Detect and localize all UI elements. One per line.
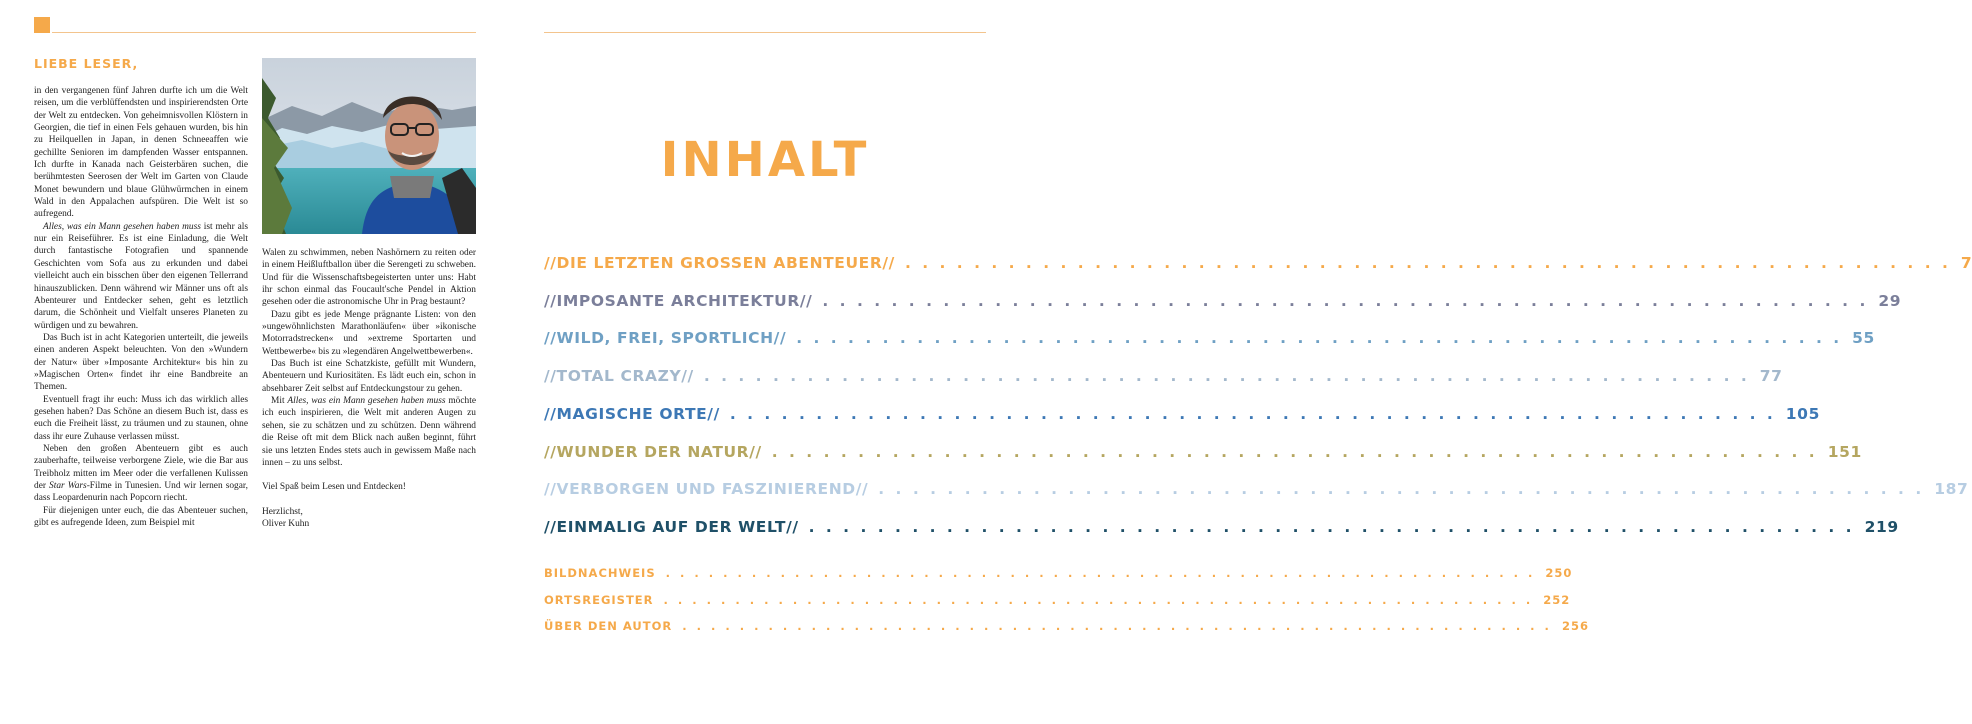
toc-appendix-entry [544,566,1573,580]
toc-chapter-label: //DIE LETZTEN GROSSEN ABENTEUER// [544,254,895,272]
toc-chapter-entry [544,291,1902,310]
header-rule [544,32,986,33]
toc-leader-dots: . . . . . . . . . . . . . . . . . . . . . . . . . . . . . . . . . . . . . . . . . . . . . . . . . . . . . . . . . . . . . [665,566,1536,580]
toc-page-number: 7 [1960,254,1972,272]
signature-name: Oliver Kuhn [262,518,310,529]
toc-chapter-label: //WUNDER DER NATUR// [544,442,762,461]
toc-appendix-label: ORTSREGISTER [544,592,654,607]
text-column-right [262,247,476,530]
toc-chapter-entry [544,367,1783,386]
toc-leader-dots: . . . . . . . . . . . . . . . . . . . . . . . . . . . . . . . . . . . . . . . . . . . . . . . . . . . . . . . . . . . . . [822,291,1869,310]
book-title: Alles, was ein Mann gesehen haben muss [43,221,201,232]
paragraph: Mit Alles, was ein Mann gesehen haben muss möchte ich euch inspirieren, die Welt mit anderen Augen zu sehen, sie zu schätzen und zu schützen. Denn während die Reise oft mit dem Blick nach außen beginnt, führt sie uns letzten Endes stets auch in gewissem Maße nach innen – zu uns selbst. [262,396,476,468]
toc-leader-dots: . . . . . . . . . . . . . . . . . . . . . . . . . . . . . . . . . . . . . . . . . . . . . . . . . . . . . . . . . . . . . [904,254,1951,272]
paragraph: Alles, was ein Mann gesehen haben muss ist mehr als nur ein Reiseführer. Es ist eine Einladung, die Welt durch fantastische Fotografien und spannende Geschichten vom Sofa aus zu erkunden und dabei vielleicht auch ein bisschen über den eigenen Tellerrand hinauszublicken. Denn während wir Männer uns oft als Abenteurer und Entdecker sehen, geht es letztlich darum, die Schönheit und Vielfalt unseres Planeten zu würdigen und zu bewahren. [34,221,248,331]
toc-title: INHALT [660,132,870,188]
toc-page-number: 250 [1545,566,1573,580]
toc-page-number: 252 [1543,592,1571,607]
toc-leader-dots: . . . . . . . . . . . . . . . . . . . . . . . . . . . . . . . . . . . . . . . . . . . . . . . . . . . . . . . . . . . . . [663,592,1534,607]
toc-leader-dots: . . . . . . . . . . . . . . . . . . . . . . . . . . . . . . . . . . . . . . . . . . . . . . . . . . . . . . . . . . . . . [796,329,1843,348]
text-column-left [34,85,248,529]
toc-appendix-label: ÜBER DEN AUTOR [544,619,673,633]
toc-appendix-entry [544,592,1571,607]
toc-page-number: 219 [1864,517,1899,536]
paragraph: in den vergangenen fünf Jahren durfte ich um die Welt reisen, um die verblüffendsten und inspirierendsten Orte der Welt zu entdecken. Von geheimnisvollen Klöstern in Georgien, die tief in einen Fels gehauen wurden, bis hin zu Heilquellen in Japan, in denen Schneeaffen wie gechillte Senioren im dampfenden Wasser entspannen. Ich durfte in Kanada nach Geisterbären suchen, die berühmtesten Seerosen der Welt im Garten von Claude Monet bewundern und blaue Glühwürmchen in einem Wald in den Appalachen aufspüren. Die Welt ist so aufregend. [34,86,248,220]
signature-greeting: Herzlichst, [262,506,303,517]
toc-appendix-label: BILDNACHWEIS [544,566,656,580]
toc-chapter-label: //WILD, FREI, SPORTLICH// [544,329,787,348]
toc-chapter-entry [544,329,1875,348]
book-title: Alles, was ein Mann gesehen haben muss [287,396,446,407]
toc-chapter-entry [544,517,1899,536]
header-rule [52,32,476,33]
toc-chapter-entry [544,480,1969,499]
toc-appendix-entry [544,619,1589,633]
toc-leader-dots: . . . . . . . . . . . . . . . . . . . . . . . . . . . . . . . . . . . . . . . . . . . . . . . . . . . . . . . . . . . . . [729,404,1776,423]
left-page [0,0,510,724]
closing-line: Viel Spaß beim Lesen und Entdecken! [262,482,406,493]
toc-page-number: 256 [1561,619,1589,633]
paragraph: Eventuell fragt ihr euch: Muss ich das wirklich alles gesehen haben? Das Schöne an diesem Buch ist, dass es euch die Freiheit lässt, zu träumen und zu staunen, ohne dass ihr eure Zuhause verlassen müsst. [34,394,248,442]
toc-page-number: 105 [1785,404,1820,423]
film-title: Star Wars [49,481,87,491]
paragraph: Walen zu schwimmen, neben Nashörnern zu reiten oder in einem Heißluftballon über die Serengeti zu schweben. Und für die Wissenschaftsbegeisterten unter uns: Habt ihr schon einmal das Foucault'sche Pendel in Aktion gesehen oder die astronomische Uhr in Prag bestaunt? [262,248,476,308]
toc-chapter-label: //VERBORGEN UND FASZINIEREND// [544,480,869,499]
toc-chapter-label: //IMPOSANTE ARCHITEKTUR// [544,291,813,310]
toc-page-number: 187 [1934,480,1969,499]
toc-leader-dots: . . . . . . . . . . . . . . . . . . . . . . . . . . . . . . . . . . . . . . . . . . . . . . . . . . . . . . . . . . . . . [808,517,1855,536]
paragraph: Für diejenigen unter euch, die das Abenteuer suchen, gibt es aufregende Ideen, zum Beispiel mit [34,505,248,529]
toc-chapter-label: //TOTAL CRAZY// [544,367,694,386]
toc-chapter-label: //EINMALIG AUF DER WELT// [544,517,799,536]
toc-leader-dots: . . . . . . . . . . . . . . . . . . . . . . . . . . . . . . . . . . . . . . . . . . . . . . . . . . . . . . . . . . . . . [682,619,1552,633]
toc-leader-dots: . . . . . . . . . . . . . . . . . . . . . . . . . . . . . . . . . . . . . . . . . . . . . . . . . . . . . . . . . . . . . [878,480,1925,499]
paragraph: Dazu gibt es jede Menge prägnante Listen: von den »ungewöhnlichsten Marathonläufen« über »ikonische Motorradstrecken« und »extreme Sportarten und Wettbewerbe« bis zu »legendären Angelwettbewerben«. [262,309,476,357]
right-page [510,0,1972,724]
author-photo [262,58,476,234]
toc-chapter-entry [544,254,1972,272]
paragraph: Das Buch ist eine Schatzkiste, gefüllt mit Wundern, Abenteuern und Kuriositäten. Es lädt euch ein, schon in absehbarer Zeit selbst auf Entdeckungstour zu gehen. [262,359,476,394]
toc-page-number: 55 [1852,329,1875,348]
toc-leader-dots: . . . . . . . . . . . . . . . . . . . . . . . . . . . . . . . . . . . . . . . . . . . . . . . . . . . . . . . . . . . . . [703,367,1750,386]
paragraph: Neben den großen Abenteuern gibt es auch zauberhafte, teilweise verborgene Ziele, wie die Bar aus Treibholz mitten im Meer oder die verfallenen Kulissen der Star Wars-Filme in Tunesien. Und wir lernen sogar, dass Leopardenurin nach Popcorn riecht. [34,443,248,504]
toc-chapter-entry [544,442,1862,461]
salutation-heading: LIEBE LESER, [34,56,139,71]
toc-leader-dots: . . . . . . . . . . . . . . . . . . . . . . . . . . . . . . . . . . . . . . . . . . . . . . . . . . . . . . . . . . . . . [771,442,1818,461]
paragraph: Das Buch ist in acht Kategorien unterteilt, die jeweils einen anderen Aspekt beleuchten. Von den »Wundern der Natur« über »Imposante Architektur« bis hin zu »Magischen Orten« findet ihr eine Bandbreite an Themen. [34,332,248,393]
corner-marker [34,17,50,33]
toc-chapter-label: //MAGISCHE ORTE// [544,404,720,423]
toc-chapter-entry [544,404,1820,423]
toc-page-number: 151 [1827,442,1862,461]
toc-page-number: 77 [1759,367,1783,386]
toc-page-number: 29 [1878,291,1902,310]
